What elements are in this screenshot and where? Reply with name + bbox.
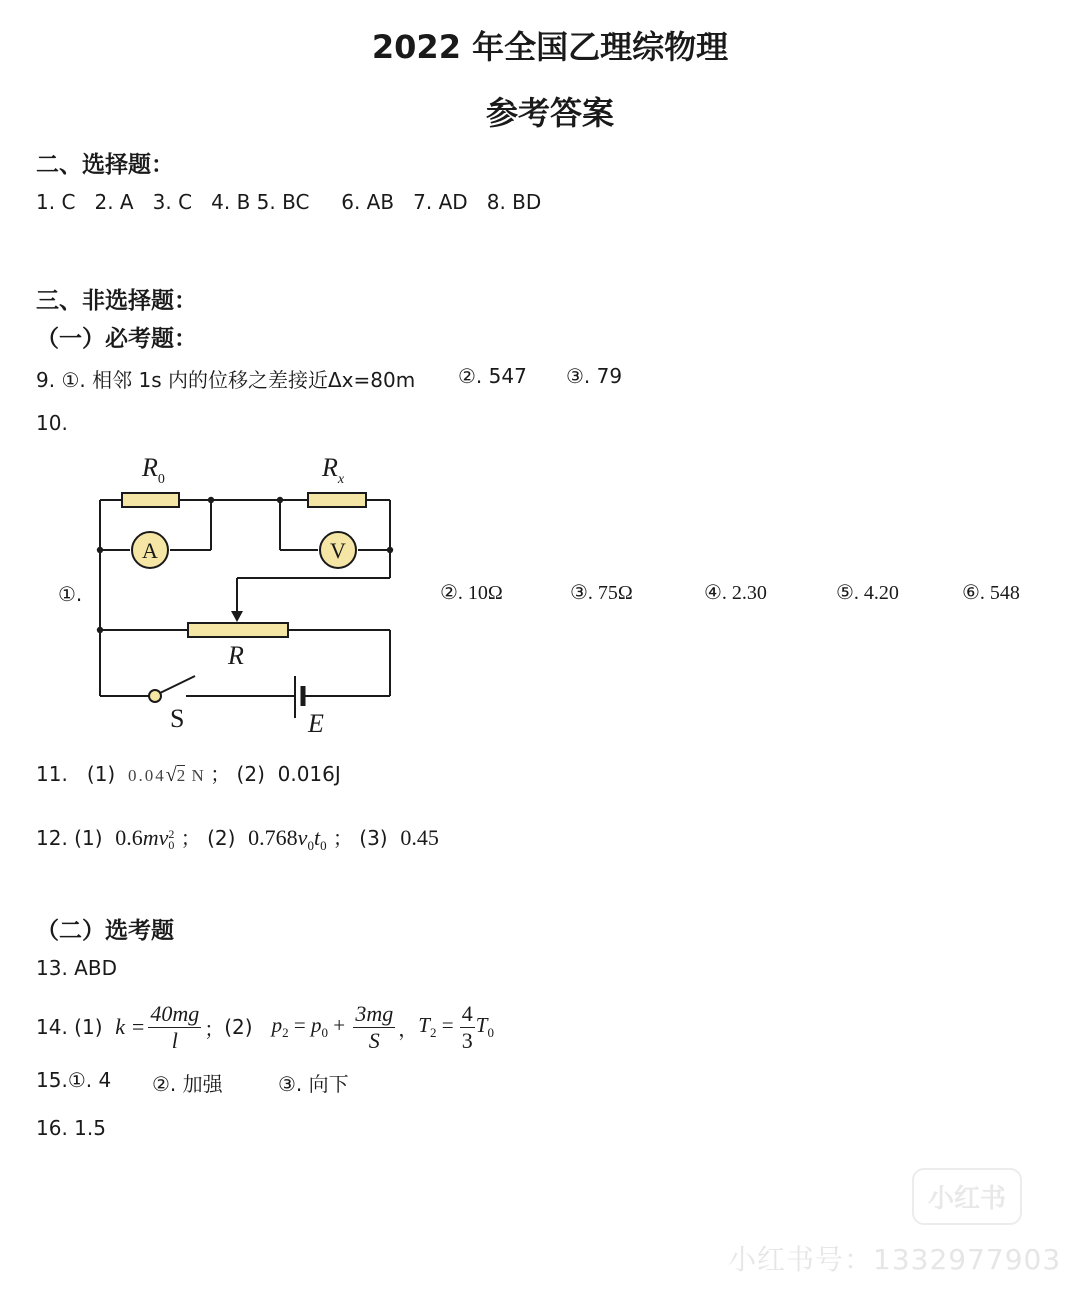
q9-a1-num: ①.	[61, 368, 86, 392]
q9-a1-text: 相邻 1s 内的位移之差接近Δx=80m	[92, 368, 416, 392]
q14-p2: (2)	[224, 1015, 253, 1039]
q9-a3: ③. 79	[566, 364, 623, 388]
q15-answer	[36, 1068, 111, 1092]
q12-label: 12.	[36, 826, 68, 850]
label-rx: $R_x$	[322, 453, 345, 487]
q9-a2: ②. 547	[458, 364, 527, 388]
q10-a6: ⑥. 548	[962, 582, 1020, 604]
q10-a4: ④. 2.30	[704, 582, 767, 604]
resistor-r0	[122, 493, 179, 507]
q15-label: 15.	[36, 1068, 68, 1092]
sqrt-icon: √	[165, 764, 177, 786]
q12-answer	[36, 822, 439, 854]
q11-sep: ；	[210, 762, 231, 786]
q14-p-eq: $p_2 = p_0$ +	[271, 1013, 351, 1040]
page-title: 2022 年全国乙理综物理	[371, 28, 729, 66]
elective-heading: （二）选考题	[36, 918, 174, 944]
q14-label: 14.	[36, 1015, 68, 1039]
section-nonchoice-heading: 三、非选择题：	[36, 288, 197, 314]
q14-sep: ；	[204, 1016, 225, 1041]
q10-a5: ⑤. 4.20	[836, 582, 899, 604]
battery-label: E	[308, 709, 324, 738]
q14-comma: ，	[398, 1016, 419, 1041]
q10-label: 10.	[36, 411, 68, 435]
rheostat-label: R	[228, 641, 244, 670]
q9-answer	[36, 364, 415, 393]
q14-answer	[36, 996, 494, 1058]
q14-t0: $T_0$	[475, 1013, 494, 1040]
q11-answer	[36, 758, 341, 787]
q11-a2: 0.016J	[277, 762, 341, 786]
q11-p1: (1)	[86, 762, 116, 786]
q13-answer: 13. ABD	[36, 956, 117, 980]
switch-pivot	[149, 690, 161, 702]
q10-a2: ②. 10Ω	[440, 582, 503, 604]
choice-answers: 1. C 2. A 3. C 4. B 5. BC 6. AB 7. AD 8. BD	[36, 190, 542, 214]
q15-a3: ③. 向下	[278, 1072, 349, 1096]
q11-label: 11.	[36, 762, 68, 786]
page-subtitle: 参考答案	[485, 94, 614, 132]
q12-a3: 0.45	[400, 825, 439, 850]
required-heading: （一）必考题：	[36, 326, 197, 352]
watermark-account: 小红书号：1332977903	[728, 1243, 1062, 1276]
q12-p3: (3)	[359, 826, 388, 850]
q14-k-lhs: k =	[115, 1014, 146, 1039]
q16-answer: 16. 1.5	[36, 1116, 106, 1140]
q15-a2: ②. 加强	[152, 1072, 223, 1096]
q11-a1-rad: 2	[176, 766, 186, 785]
resistor-rx	[308, 493, 366, 507]
q12-p2: (2)	[207, 826, 236, 850]
q11-a1-coef: 0.04	[127, 766, 166, 785]
q15-a1: ①. 4	[67, 1068, 112, 1092]
q11-p2: (2)	[236, 762, 265, 786]
ammeter-label: A	[142, 538, 158, 563]
q14-t-frac: $\frac{4}{3}$	[461, 1000, 473, 1053]
voltmeter-label: V	[330, 538, 346, 563]
circuit-diagram	[90, 448, 410, 748]
q10-a1-num: ①.	[58, 582, 83, 606]
q9-label: 9.	[36, 368, 56, 392]
q14-k-frac: $\frac{40mg}{l}$	[150, 1000, 200, 1053]
q10-a3: ③. 75Ω	[570, 582, 633, 604]
label-r0: $R_0$	[142, 453, 165, 487]
q12-sep2: ；	[332, 826, 353, 850]
slider-arrow-icon	[231, 611, 243, 622]
q11-a1-unit: N	[191, 766, 204, 785]
q12-a1: 0.6mv 2 0	[115, 825, 175, 852]
q14-t-eq: $T_2$ =	[418, 1013, 459, 1040]
q12-sep1: ；	[180, 826, 201, 850]
switch-label: S	[170, 704, 185, 733]
q12-p1: (1)	[74, 826, 103, 850]
watermark-logo: 小红书	[912, 1168, 1022, 1225]
q14-p1: (1)	[74, 1015, 103, 1039]
q12-a2: $0.768v_0t_0$	[248, 825, 327, 853]
rheostat	[188, 623, 288, 637]
section-choice-heading: 二、选择题：	[36, 152, 174, 178]
q14-p-frac: $\frac{3mg}{S}$	[355, 1000, 394, 1053]
